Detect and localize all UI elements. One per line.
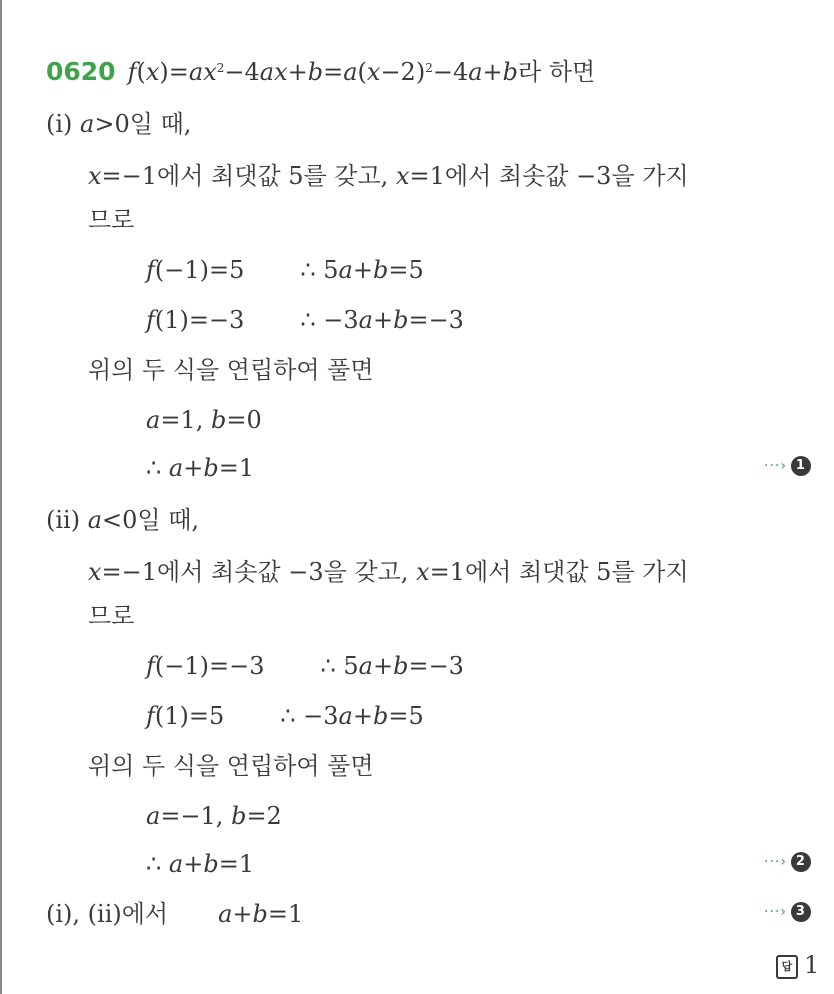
marker-2: ···› 2 [764, 852, 811, 872]
case1-eq2: f(1)=−3 ∴ −3a+b=−3 [146, 306, 464, 334]
case1-text: x=−1에서 최댓값 5를 갖고, x=1에서 최솟값 −3을 가지 [88, 162, 689, 190]
answer [776, 949, 819, 981]
case1-eq1: f(−1)=5 ∴ 5a+b=5 [146, 256, 424, 284]
case1-heading: (i) a>0일 때, [46, 110, 192, 138]
case2-eq2: f(1)=5 ∴ −3a+b=5 [146, 702, 424, 730]
case2-cond: 일 때, [137, 506, 200, 534]
case2-text-c: 므로 [88, 602, 135, 630]
circle-2-icon: 2 [791, 852, 811, 872]
case2-text-a: 에서 최솟값 −3을 갖고, [157, 558, 409, 586]
case1-result: ∴ a+b=1 [146, 454, 255, 482]
case2-solution: a=−1, b=2 [146, 802, 282, 830]
problem-header: 0620 $f(x)=ax^2-4ax+b=a(x-2)^2-4a+b$라 하면 [46, 57, 596, 86]
case2-text-b: 에서 최댓값 5를 가지 [465, 558, 689, 586]
case1-cond: 일 때, [129, 110, 192, 138]
intro-suffix: 라 하면 [518, 58, 596, 86]
marker-1: ···› 1 [764, 456, 811, 476]
case2-result: ∴ a+b=1 [146, 850, 255, 878]
circle-1-icon: 1 [791, 456, 811, 476]
case1-label: (i) [46, 110, 73, 138]
answer-value: 1 [804, 951, 820, 979]
case1-text-b: 에서 최솟값 −3을 가지 [444, 162, 689, 190]
final-label: (i), (ii)에서 [46, 900, 169, 928]
case2-eq1: f(−1)=−3 ∴ 5a+b=−3 [146, 652, 464, 680]
circle-3-icon: 3 [791, 902, 811, 922]
case1-solution: a=1, b=0 [146, 406, 262, 434]
marker-3: ···› 3 [764, 902, 811, 922]
answer-icon: 답 [776, 955, 798, 979]
case1-text-c: 므로 [88, 206, 135, 234]
case2-heading: (ii) a<0일 때, [46, 506, 200, 534]
case1-text-a: 에서 최댓값 5를 갖고, [157, 162, 389, 190]
case2-solve: 위의 두 식을 연립하여 풀면 [88, 752, 374, 780]
case2-label: (ii) [46, 506, 81, 534]
problem-number: 0620 [46, 57, 116, 86]
case1-solve: 위의 두 식을 연립하여 풀면 [88, 356, 374, 384]
final-line: (i), (ii)에서 a+b=1 [46, 900, 304, 928]
case2-text: x=−1에서 최솟값 −3을 갖고, x=1에서 최댓값 5를 가지 [88, 558, 689, 586]
left-border [0, 0, 2, 994]
